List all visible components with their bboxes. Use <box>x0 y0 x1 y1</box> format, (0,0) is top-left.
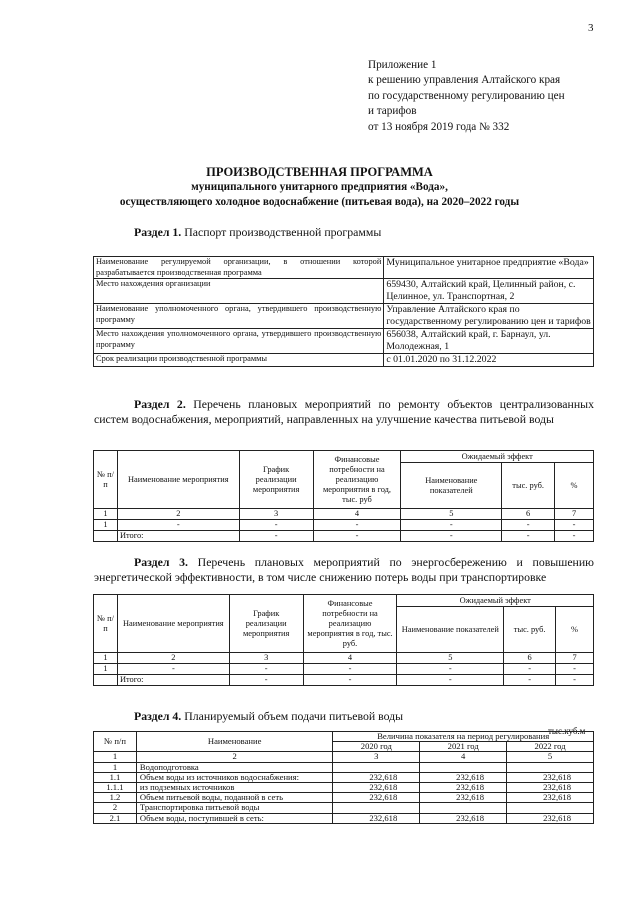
col-header-schedule: График реализации мероприятия <box>239 451 313 509</box>
table-row <box>94 752 594 762</box>
cell <box>94 675 118 686</box>
cell: - <box>313 520 401 531</box>
col-header-name: Наименование мероприятия <box>117 451 239 509</box>
total-label: Итого: <box>117 675 229 686</box>
cell: 1 <box>94 509 118 520</box>
row-name: из подземных источников <box>136 783 332 793</box>
passport-key: Место нахождения организации <box>94 279 384 304</box>
appendix-note <box>368 58 633 135</box>
value-cell: 232,618 <box>420 783 507 793</box>
cell: 3 <box>333 752 420 762</box>
cell: - <box>229 675 303 686</box>
value-cell <box>333 803 420 813</box>
col-header-effect: Ожидаемый эффект <box>397 595 594 607</box>
document-subtitle-2: осуществляющего холодное водоснабжение (питьевая вода), на 2020–2022 годы <box>119 196 520 208</box>
value-cell: 232,618 <box>333 772 420 782</box>
table-row <box>94 664 594 675</box>
cell: - <box>397 675 504 686</box>
cell: 1 <box>94 653 118 664</box>
row-num: 1.2 <box>94 793 137 803</box>
appendix-line: от 13 ноября 2019 года № 332 <box>368 120 510 133</box>
col-header-thous: тыс. руб. <box>504 607 556 653</box>
cell: - <box>504 664 556 675</box>
cell: - <box>504 675 556 686</box>
cell: 2 <box>136 752 332 762</box>
table-header-row <box>94 451 594 463</box>
row-name: Объем воды, поступившей в сеть: <box>136 813 332 823</box>
cell: - <box>401 531 502 542</box>
table-row <box>94 803 594 813</box>
document-title: ПРОИЗВОДСТВЕННАЯ ПРОГРАММА <box>206 165 433 179</box>
water-supply-volume-table <box>93 731 594 824</box>
row-name: Транспортировка питьевой воды <box>136 803 332 813</box>
section-1-heading <box>134 225 381 240</box>
table-row <box>94 520 594 531</box>
section-label: Раздел 4. <box>134 709 182 723</box>
repair-measures-table <box>93 450 594 542</box>
col-header-num: № п/п <box>94 595 118 653</box>
cell: - <box>229 664 303 675</box>
cell: - <box>397 664 504 675</box>
cell: 4 <box>303 653 397 664</box>
section-label: Раздел 1. <box>134 225 182 239</box>
cell: 1 <box>94 664 118 675</box>
section-title: Перечень плановых мероприятий по энергосбережению и повышению энергетической эффективности, в том числе снижению потерь воды при транспортировке <box>94 555 594 584</box>
passport-table <box>93 256 594 367</box>
col-header-pct: % <box>555 463 594 509</box>
cell: - <box>117 664 229 675</box>
section-4-heading <box>134 709 403 724</box>
cell: - <box>556 664 594 675</box>
appendix-line: к решению управления Алтайского края <box>368 74 561 87</box>
cell: 5 <box>507 752 594 762</box>
col-header-pct: % <box>556 607 594 653</box>
appendix-line: и тарифов <box>368 105 417 118</box>
cell: - <box>239 531 313 542</box>
col-header-year: 2021 год <box>420 742 507 752</box>
cell: - <box>555 531 594 542</box>
col-header-period: Величина показателя на период регулирования <box>333 732 594 742</box>
passport-value: с 01.01.2020 по 31.12.2022 <box>384 354 594 367</box>
row-num: 1.1 <box>94 772 137 782</box>
passport-key: Срок реализации производственной программы <box>94 354 384 367</box>
table-row <box>94 354 594 367</box>
col-header-finance: Финансовые потребности на реализацию мероприятия в год, тыс. руб. <box>303 595 397 653</box>
col-header-indicator: Наименование показателей <box>401 463 502 509</box>
col-header-schedule: График реализации мероприятия <box>229 595 303 653</box>
cell: 1 <box>94 752 137 762</box>
table-row <box>94 793 594 803</box>
table-total-row <box>94 531 594 542</box>
passport-key: Место нахождения уполномоченного органа, утвердившего производственную программу <box>94 329 384 354</box>
cell: - <box>303 675 397 686</box>
col-header-indicator: Наименование показателей <box>397 607 504 653</box>
row-num: 1 <box>94 762 137 772</box>
value-cell: 232,618 <box>420 813 507 823</box>
table-row <box>94 783 594 793</box>
cell: 3 <box>239 509 313 520</box>
value-cell: 232,618 <box>507 783 594 793</box>
unit-label: тыс.куб.м <box>548 726 586 736</box>
cell: 4 <box>420 752 507 762</box>
value-cell <box>420 803 507 813</box>
table-total-row <box>94 675 594 686</box>
table-row <box>94 279 594 304</box>
col-header-name: Наименование мероприятия <box>117 595 229 653</box>
cell: 1 <box>94 520 118 531</box>
table-row <box>94 772 594 782</box>
col-header-thous: тыс. руб. <box>502 463 555 509</box>
cell: - <box>502 531 555 542</box>
value-cell: 232,618 <box>507 772 594 782</box>
total-label: Итого: <box>117 531 239 542</box>
col-header-finance: Финансовые потребности на реализацию мероприятия в год, тыс. руб <box>313 451 401 509</box>
value-cell: 232,618 <box>333 793 420 803</box>
page-number: 3 <box>588 22 594 34</box>
passport-value: Муниципальное унитарное предприятие «Вода» <box>384 257 594 279</box>
value-cell: 232,618 <box>507 793 594 803</box>
value-cell: 232,618 <box>507 813 594 823</box>
cell: - <box>313 531 401 542</box>
cell: 2 <box>117 509 239 520</box>
table-row <box>94 329 594 354</box>
col-header-num: № п/п <box>94 451 118 509</box>
table-row <box>94 813 594 823</box>
section-3-heading <box>94 555 594 584</box>
value-cell <box>507 762 594 772</box>
cell: 4 <box>313 509 401 520</box>
cell: - <box>502 520 555 531</box>
cell: 5 <box>397 653 504 664</box>
table-row <box>94 653 594 664</box>
row-name: Объем воды из источников водоснабжения: <box>136 772 332 782</box>
document-subtitle: муниципального унитарного предприятия «Вода», <box>191 181 448 193</box>
cell: - <box>555 520 594 531</box>
passport-value: 659430, Алтайский край, Целинный район, с. Целинное, ул. Транспортная, 2 <box>384 279 594 304</box>
col-header-year: 2020 год <box>333 742 420 752</box>
cell: 7 <box>556 653 594 664</box>
cell: - <box>401 520 502 531</box>
value-cell <box>507 803 594 813</box>
passport-key: Наименование регулируемой организации, в отношении которой разрабатывается производственная программа <box>94 257 384 279</box>
cell: - <box>303 664 397 675</box>
cell: 3 <box>229 653 303 664</box>
value-cell: 232,618 <box>333 813 420 823</box>
row-num: 1.1.1 <box>94 783 137 793</box>
cell: - <box>239 520 313 531</box>
value-cell <box>420 762 507 772</box>
table-row <box>94 257 594 279</box>
table-header-row <box>94 732 594 742</box>
col-header-year: 2022 год <box>507 742 594 752</box>
value-cell <box>333 762 420 772</box>
cell: - <box>117 520 239 531</box>
col-header-num: № п/п <box>94 732 137 752</box>
value-cell: 232,618 <box>420 772 507 782</box>
col-header-name: Наименование <box>136 732 332 752</box>
row-num: 2.1 <box>94 813 137 823</box>
cell: 5 <box>401 509 502 520</box>
table-row <box>94 762 594 772</box>
section-title: Паспорт производственной программы <box>184 225 382 239</box>
energy-measures-table <box>93 594 594 686</box>
col-header-effect: Ожидаемый эффект <box>401 451 594 463</box>
section-label: Раздел 3. <box>134 555 188 569</box>
passport-key: Наименование уполномоченного органа, утвердившего производственную программу <box>94 304 384 329</box>
value-cell: 232,618 <box>333 783 420 793</box>
cell: 2 <box>117 653 229 664</box>
table-header-row <box>94 595 594 607</box>
section-2-heading <box>94 397 594 426</box>
cell: - <box>556 675 594 686</box>
row-name: Объем питьевой воды, поданной в сеть <box>136 793 332 803</box>
cell: 6 <box>504 653 556 664</box>
table-row <box>94 304 594 329</box>
row-num: 2 <box>94 803 137 813</box>
appendix-line: по государственному регулированию цен <box>368 89 565 102</box>
cell: 6 <box>502 509 555 520</box>
section-label: Раздел 2. <box>134 397 186 411</box>
cell <box>94 531 118 542</box>
value-cell: 232,618 <box>420 793 507 803</box>
passport-value: Управление Алтайского края по государственному регулированию цен и тарифов <box>384 304 594 329</box>
row-name: Водоподготовка <box>136 762 332 772</box>
section-title: Перечень плановых мероприятий по ремонту объектов централизованных систем водоснабжения, мероприятий, направленных на улучшение качества питьевой воды <box>94 397 594 426</box>
cell: 7 <box>555 509 594 520</box>
section-title: Планируемый объем подачи питьевой воды <box>184 709 404 723</box>
passport-value: 656038, Алтайский край, г. Барнаул, ул. Молодежная, 1 <box>384 329 594 354</box>
table-row <box>94 509 594 520</box>
appendix-line: Приложение 1 <box>368 59 437 71</box>
